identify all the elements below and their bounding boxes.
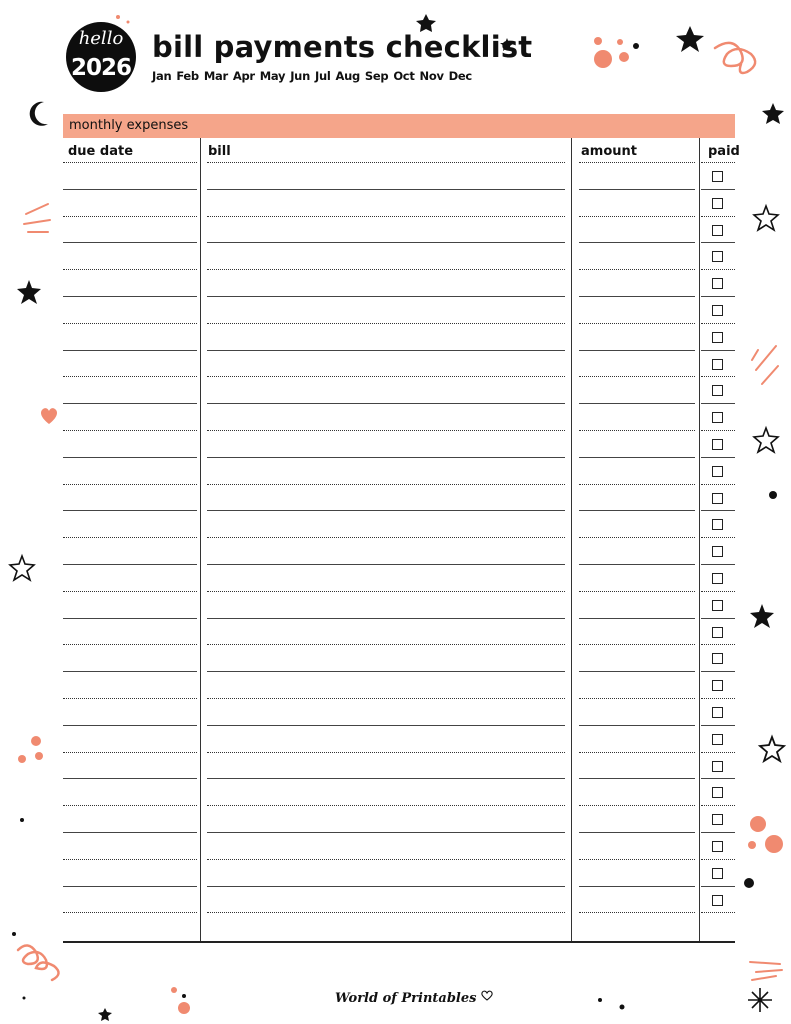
row-divider-solid [701, 778, 735, 779]
row-divider-solid [579, 403, 695, 404]
paid-checkbox[interactable] [712, 198, 723, 209]
row-divider-solid [701, 350, 735, 351]
row-divider-dotted [579, 912, 695, 913]
paid-checkbox[interactable] [712, 171, 723, 182]
row-divider-dotted [63, 591, 197, 592]
row-divider-solid [207, 403, 565, 404]
column-header-bill: bill [208, 144, 231, 159]
row-divider-dotted [63, 216, 197, 217]
row-divider-dotted [63, 752, 197, 753]
dot-decoration [31, 736, 41, 746]
paid-checkbox[interactable] [712, 519, 723, 530]
moon-icon [30, 102, 48, 126]
dot-decoration [182, 994, 186, 998]
month-label[interactable]: Mar [203, 69, 228, 83]
paid-checkbox[interactable] [712, 546, 723, 557]
row-divider-dotted [63, 430, 197, 431]
badge-line-2: 2026 [70, 55, 131, 81]
star-icon [760, 737, 784, 761]
row-divider-solid [207, 350, 565, 351]
paid-checkbox[interactable] [712, 305, 723, 316]
row-divider-dotted [207, 269, 565, 270]
paid-checkbox[interactable] [712, 814, 723, 825]
row-divider-dotted [63, 484, 197, 485]
row-divider-solid [63, 832, 197, 833]
star-icon [17, 280, 41, 304]
burst-decoration [24, 204, 50, 232]
row-divider-dotted [701, 537, 735, 538]
star-icon [10, 556, 34, 580]
row-divider-solid [579, 242, 695, 243]
table-bottom-rule [63, 941, 735, 943]
row-divider-dotted [701, 591, 735, 592]
row-divider-solid [701, 296, 735, 297]
row-divider-solid [207, 886, 565, 887]
row-divider-dotted [579, 805, 695, 806]
squiggle-decoration [18, 945, 59, 980]
row-divider-solid [579, 886, 695, 887]
dot-decoration [12, 932, 16, 936]
month-label[interactable]: Nov [419, 69, 444, 83]
star-icon [98, 1008, 112, 1021]
dot-decoration [178, 1002, 190, 1014]
row-divider-solid [701, 671, 735, 672]
row-divider-dotted [579, 430, 695, 431]
footer-brand [335, 990, 493, 1006]
row-divider-solid [63, 618, 197, 619]
month-selector [152, 69, 472, 83]
row-divider-solid [207, 510, 565, 511]
dot-decoration [620, 1005, 625, 1010]
star-icon [754, 206, 778, 230]
row-divider-dotted [63, 805, 197, 806]
month-label[interactable]: Aug [335, 69, 360, 83]
row-divider-dotted [701, 216, 735, 217]
paid-checkbox[interactable] [712, 868, 723, 879]
month-label[interactable]: Dec [448, 69, 472, 83]
dot-decoration [744, 878, 754, 888]
paid-checkbox[interactable] [712, 332, 723, 343]
row-divider-solid [701, 189, 735, 190]
row-divider-dotted [207, 912, 565, 913]
row-divider-solid [63, 725, 197, 726]
row-divider-dotted [63, 376, 197, 377]
row-divider-dotted [579, 162, 695, 163]
row-divider-solid [63, 886, 197, 887]
paid-checkbox[interactable] [712, 734, 723, 745]
paid-checkbox[interactable] [712, 225, 723, 236]
row-divider-solid [207, 618, 565, 619]
month-label[interactable]: Oct [393, 69, 415, 83]
row-divider-dotted [207, 591, 565, 592]
row-divider-dotted [701, 162, 735, 163]
row-divider-dotted [63, 912, 197, 913]
row-divider-dotted [579, 752, 695, 753]
row-divider-solid [207, 296, 565, 297]
row-divider-solid [207, 189, 565, 190]
row-divider-solid [63, 510, 197, 511]
row-divider-solid [701, 510, 735, 511]
dot-decoration [35, 752, 43, 760]
row-divider-dotted [701, 269, 735, 270]
dot-decoration [769, 491, 777, 499]
row-divider-solid [701, 242, 735, 243]
dot-decoration [598, 998, 602, 1002]
month-label[interactable]: Apr [232, 69, 255, 83]
squiggle-decoration [715, 43, 755, 73]
page-title: bill payments checklist [152, 30, 533, 64]
dot-decoration [127, 21, 130, 24]
month-label[interactable]: Jul [314, 69, 331, 83]
row-divider-dotted [579, 698, 695, 699]
paid-checkbox[interactable] [712, 761, 723, 772]
row-divider-solid [207, 671, 565, 672]
row-divider-dotted [701, 698, 735, 699]
row-divider-dotted [701, 323, 735, 324]
dot-decoration [20, 818, 24, 822]
dot-decoration [619, 52, 629, 62]
row-divider-dotted [701, 644, 735, 645]
row-divider-solid [63, 189, 197, 190]
row-divider-solid [701, 564, 735, 565]
row-divider-solid [63, 296, 197, 297]
row-divider-dotted [701, 859, 735, 860]
paid-checkbox[interactable] [712, 573, 723, 584]
row-divider-dotted [63, 537, 197, 538]
burst-decoration [750, 962, 782, 980]
row-divider-solid [701, 832, 735, 833]
row-divider-dotted [207, 323, 565, 324]
row-divider-dotted [701, 805, 735, 806]
row-divider-dotted [207, 805, 565, 806]
heart-icon [481, 990, 493, 1001]
paid-checkbox[interactable] [712, 680, 723, 691]
row-divider-dotted [207, 859, 565, 860]
row-divider-dotted [579, 537, 695, 538]
paid-checkbox[interactable] [712, 278, 723, 289]
row-divider-solid [63, 564, 197, 565]
row-divider-solid [207, 457, 565, 458]
row-divider-solid [701, 886, 735, 887]
paid-checkbox[interactable] [712, 787, 723, 798]
row-divider-dotted [701, 752, 735, 753]
row-divider-solid [63, 778, 197, 779]
paid-checkbox[interactable] [712, 359, 723, 370]
row-divider-dotted [701, 484, 735, 485]
row-divider-dotted [579, 644, 695, 645]
month-label[interactable]: Sep [364, 69, 389, 83]
sparkle-icon [748, 988, 772, 1012]
star-icon [762, 103, 784, 124]
row-divider-solid [579, 457, 695, 458]
row-divider-dotted [579, 323, 695, 324]
dot-decoration [765, 835, 783, 853]
row-divider-solid [207, 725, 565, 726]
row-divider-dotted [207, 537, 565, 538]
row-divider-dotted [207, 376, 565, 377]
badge-line-1: hello [78, 28, 124, 49]
section-title: monthly expenses [69, 118, 189, 133]
row-divider-solid [63, 671, 197, 672]
row-divider-solid [579, 296, 695, 297]
row-divider-solid [579, 778, 695, 779]
star-icon [754, 428, 778, 452]
row-divider-solid [579, 510, 695, 511]
column-header-amount: amount [581, 144, 637, 159]
dot-decoration [617, 39, 623, 45]
row-divider-dotted [207, 216, 565, 217]
row-divider-dotted [579, 269, 695, 270]
month-label[interactable]: Jun [290, 69, 310, 83]
row-divider-solid [63, 457, 197, 458]
row-divider-solid [63, 242, 197, 243]
paid-checkbox[interactable] [712, 412, 723, 423]
column-header-due-date: due date [68, 144, 134, 159]
dot-decoration [23, 997, 26, 1000]
column-header-paid: paid [708, 144, 740, 159]
row-divider-dotted [207, 644, 565, 645]
dot-decoration [750, 816, 766, 832]
paid-checkbox[interactable] [712, 653, 723, 664]
paid-checkbox[interactable] [712, 627, 723, 638]
row-divider-dotted [207, 752, 565, 753]
dot-decoration [594, 37, 602, 45]
row-divider-solid [207, 242, 565, 243]
row-divider-dotted [207, 430, 565, 431]
row-divider-dotted [579, 859, 695, 860]
row-divider-dotted [579, 376, 695, 377]
row-divider-solid [63, 403, 197, 404]
heart-icon [41, 408, 57, 424]
row-divider-solid [579, 832, 695, 833]
month-label[interactable]: May [259, 69, 286, 83]
row-divider-dotted [579, 216, 695, 217]
row-divider-solid [579, 189, 695, 190]
row-divider-dotted [207, 698, 565, 699]
paid-checkbox[interactable] [712, 439, 723, 450]
row-grid [63, 114, 735, 943]
row-divider-dotted [207, 484, 565, 485]
row-divider-dotted [701, 912, 735, 913]
row-divider-dotted [63, 859, 197, 860]
paid-checkbox[interactable] [712, 251, 723, 262]
row-divider-solid [579, 350, 695, 351]
paid-checkbox[interactable] [712, 895, 723, 906]
row-divider-solid [701, 618, 735, 619]
dot-decoration [116, 15, 120, 19]
row-divider-dotted [207, 162, 565, 163]
row-divider-solid [701, 457, 735, 458]
row-divider-solid [579, 725, 695, 726]
row-divider-solid [207, 832, 565, 833]
dot-decoration [748, 841, 756, 849]
row-divider-solid [701, 725, 735, 726]
row-divider-dotted [579, 591, 695, 592]
burst-decoration [752, 346, 778, 384]
checklist-table [63, 114, 740, 943]
dot-decoration [594, 50, 612, 68]
footer-brand-text: World of Printables [335, 991, 477, 1006]
dot-decoration [633, 43, 639, 49]
row-divider-dotted [63, 162, 197, 163]
star-icon [750, 604, 774, 628]
row-divider-solid [579, 618, 695, 619]
star-icon [676, 26, 704, 52]
row-divider-solid [579, 671, 695, 672]
paid-checkbox[interactable] [712, 841, 723, 852]
row-divider-solid [579, 564, 695, 565]
paid-checkbox[interactable] [712, 466, 723, 477]
row-divider-solid [63, 350, 197, 351]
month-label[interactable]: Jan [152, 69, 172, 83]
paid-checkbox[interactable] [712, 707, 723, 718]
row-divider-dotted [579, 484, 695, 485]
dot-decoration [18, 755, 26, 763]
dot-decoration [171, 987, 177, 993]
row-divider-dotted [63, 644, 197, 645]
row-divider-solid [207, 564, 565, 565]
paid-checkbox[interactable] [712, 385, 723, 396]
paid-checkbox[interactable] [712, 600, 723, 611]
hello-2026-badge [66, 22, 136, 92]
row-divider-dotted [63, 698, 197, 699]
paid-checkbox[interactable] [712, 493, 723, 504]
row-divider-dotted [63, 269, 197, 270]
row-divider-dotted [701, 430, 735, 431]
row-divider-dotted [63, 323, 197, 324]
month-label[interactable]: Feb [176, 69, 199, 83]
row-divider-solid [701, 403, 735, 404]
row-divider-dotted [701, 376, 735, 377]
row-divider-solid [207, 778, 565, 779]
